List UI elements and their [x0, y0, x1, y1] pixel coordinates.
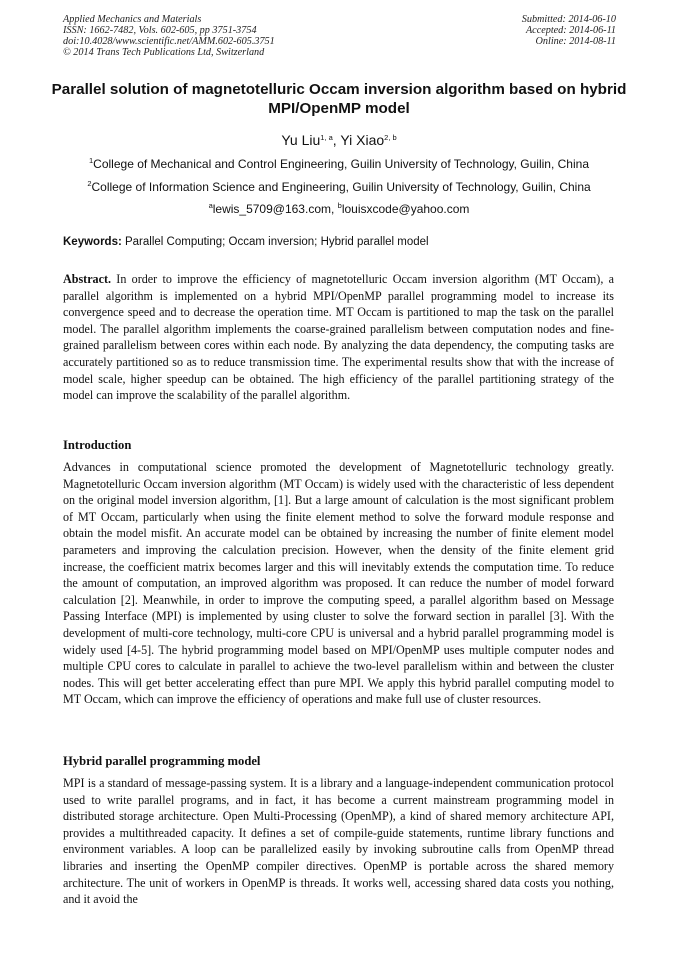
affiliation-1: [0, 157, 678, 171]
author-1: Yu Liu: [281, 132, 321, 148]
email-a: lewis_5709@163.com,: [212, 202, 338, 216]
email-b: louisxcode@yahoo.com: [341, 202, 470, 216]
paper-title: Parallel solution of magnetotelluric Occam inversion algorithm based on hybrid MPI/OpenMP model: [51, 81, 627, 117]
keywords: [63, 235, 429, 249]
abstract-text: In order to improve the efficiency of magnetotelluric Occam inversion algorithm (MT Occam), a parallel algorithm is implemented on a hybrid MPI/OpenMP parallel programming model to increase its convergence speed and to decrease the operation time. MT Occam is partitioned to map the task on the parallel model. The parallel algorithm implements the coarse-grained parallelism between computation nodes and fine-grained parallelism between cores within each node. By analyzing the data dependency, the computing tasks are accurately partitioned so as to reduce transmission time. The experimental results show that with the increase of model scale, higher speedup can be obtained. The high efficiency of the parallel partitioning strategy of the model can improve the scalability of the parallel algorithm.: [63, 272, 614, 403]
keywords-label: Keywords:: [63, 236, 122, 248]
issn-line: ISSN: 1662-7482, Vols. 602-605, pp 3751-3754: [63, 25, 257, 36]
introduction-text: Advances in computational science promoted the development of Magnetotelluric technology greatly. Magnetotelluric Occam inversion algorithm (MT Occam) is widely used with the characteristic of less dependent on the original model inversion algorithm, [1]. But a large amount of calculation is the most significant problem of MT Occam, particularly when using the finite element method to solve the forward module response and obtain the model misfit. An accurate model can be obtained by increasing the number of finite element model parameters and improving the calculation precision. However, when the density of the finite element grid increase, the coefficient matrix becomes larger and this will inevitably extends the computation time. To reduce the amount of computation, an improved algorithm was proposed. It can reduce the number of model forward calculation [2]. Meanwhile, in order to improve the computing speed, a parallel algorithm based on Message Passing Interface (MPI) is implemented by using cluster to solve the forward section in parallel [3]. With the development of multi-core technology, multi-core CPU is universal and a hybrid parallel programming model is widely used [4-5]. The hybrid programming model based on MPI/OpenMP uses multiple computer nodes and multiple CPU cores to calculate in parallel to achieve the two-level parallelism within and between the cluster nodes. This will get better accelerating effect than pure MPI. We apply this hybrid parallel computing model to MT Occam, which can improve the efficiency of operations and make full use of cluster resources.: [63, 460, 614, 707]
author-2-affiliation-mark: 2, b: [384, 133, 397, 142]
author-line: [0, 131, 678, 149]
email-a-mark: a: [208, 201, 213, 210]
hybrid-model-text: MPI is a standard of message-passing system. It is a library and a language-independent communication protocol used to write parallel programs, and in fact, it has become a current mainstream programming model in distributed storage architecture. Open Multi-Processing (OpenMP), a kind of shared memory architecture API, provides a multithreaded capacity. It defines a set of compile-guide statements, runtime library functions and environment variables. A loop can be parallelized easily by invoking subroutine calls from OpenMP thread libraries and inserting the OpenMP compiler directives. OpenMP is portable across the shared memory architecture. The unit of workers in OpenMP is threads. It works well, accessing shared data costs you nothing, and it avoid the: [63, 776, 614, 907]
affiliation-2: [0, 180, 678, 194]
publication-info: [63, 14, 275, 58]
affiliation-1-text: College of Mechanical and Control Engineering, Guilin University of Technology, Guilin, China: [93, 157, 589, 171]
author-separator: ,: [332, 132, 341, 148]
online-date: Online: 2014-08-11: [535, 36, 616, 47]
hybrid-model-heading: Hybrid parallel programming model: [63, 754, 261, 768]
email-line: [0, 202, 678, 216]
author-2: Yi Xiao: [340, 132, 385, 148]
copyright-line: © 2014 Trans Tech Publications Ltd, Switzerland: [63, 47, 265, 58]
author-1-affiliation-mark: 1, a: [320, 133, 333, 142]
introduction-heading: Introduction: [63, 438, 132, 452]
affiliation-2-mark: 2: [87, 179, 92, 188]
email-b-mark: b: [337, 201, 342, 210]
affiliation-2-text: College of Information Science and Engineering, Guilin University of Technology, Guilin, China: [91, 180, 591, 194]
accepted-date: Accepted: 2014-06-11: [525, 25, 616, 36]
abstract: [63, 271, 614, 404]
keywords-text: Parallel Computing; Occam inversion; Hybrid parallel model: [121, 236, 429, 248]
submitted-date: Submitted: 2014-06-10: [521, 14, 616, 25]
journal-name: Applied Mechanics and Materials: [63, 14, 202, 25]
publication-dates: [522, 14, 616, 47]
abstract-label: Abstract.: [63, 272, 112, 286]
affiliation-1-mark: 1: [89, 156, 94, 165]
doi-line: doi:10.4028/www.scientific.net/AMM.602-605.3751: [63, 36, 275, 47]
